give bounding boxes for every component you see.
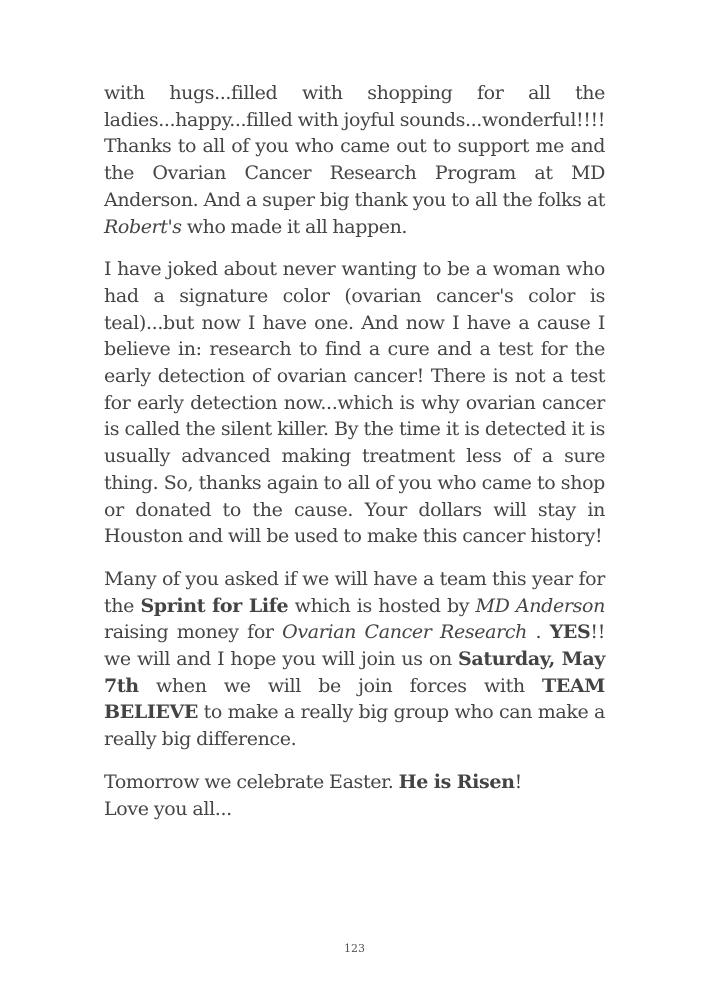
page-number: 123 [344, 942, 365, 955]
paragraph-1-text-b: who made it all happen. [181, 215, 408, 238]
love-you-all-line: Love you all... [104, 797, 232, 820]
he-is-risen-label: He is Risen [398, 770, 515, 793]
paragraph-3-text-e: !! we will and I hope you will join us on [104, 621, 605, 671]
paragraph-4-text-b: ! [514, 770, 522, 793]
paragraph-signature-color [104, 256, 605, 550]
paragraph-sprint-for-life [104, 566, 605, 753]
paragraph-3-text-b: which is hosted by [288, 594, 476, 617]
event-date-label: Saturday, May 7th [104, 648, 606, 697]
paragraph-3-text-d: . [527, 621, 550, 644]
paragraph-3-text-c: raising money for [104, 621, 283, 644]
page-body [104, 80, 605, 822]
team-believe-label: TEAM BELIEVE [104, 674, 605, 724]
paragraph-easter [104, 769, 605, 822]
paragraph-3-text-f: when we will be join forces with [138, 674, 542, 697]
roberts-name: Robert's [104, 215, 182, 238]
sprint-for-life-label: Sprint for Life [140, 594, 289, 617]
paragraph-2-text: I have joked about never wanting to be a woman who had a signature color (ovarian cancer's color is teal)...but now I have one. And now I have a cause I believe in: research to find a cure and a test for the early detection of ovarian cancer! There is not a test for early detection now...which is why ovarian cancer is called the silent killer. By the time it is detected it is usually advanced making treatment less of a sure thing. So, thanks again to all of you who came to shop or donated to the cause. Your dollars will stay in Houston and will be used to make this cancer history! [104, 258, 605, 548]
paragraph-robert-thanks [104, 80, 605, 240]
paragraph-3-text-g: to make a really big group who can make a really big difference. [104, 701, 605, 751]
paragraph-3-text-a: Many of you asked if we will have a team this year for the [104, 567, 605, 617]
ovarian-cancer-research-label: Ovarian Cancer Research [282, 621, 528, 644]
paragraph-1-text-a: with hugs...filled with shopping for all the ladies...happy...filled with joyful sounds...wonderful!!!! Thanks to all of you who came out to support me and the Ovarian Cancer Research Program at MD Anderson. And a super big thank you to all the folks at [104, 82, 605, 211]
md-anderson-label: MD Anderson [475, 594, 605, 617]
paragraph-4-text-a: Tomorrow we celebrate Easter. [104, 770, 399, 793]
yes-label: YES [549, 621, 591, 644]
